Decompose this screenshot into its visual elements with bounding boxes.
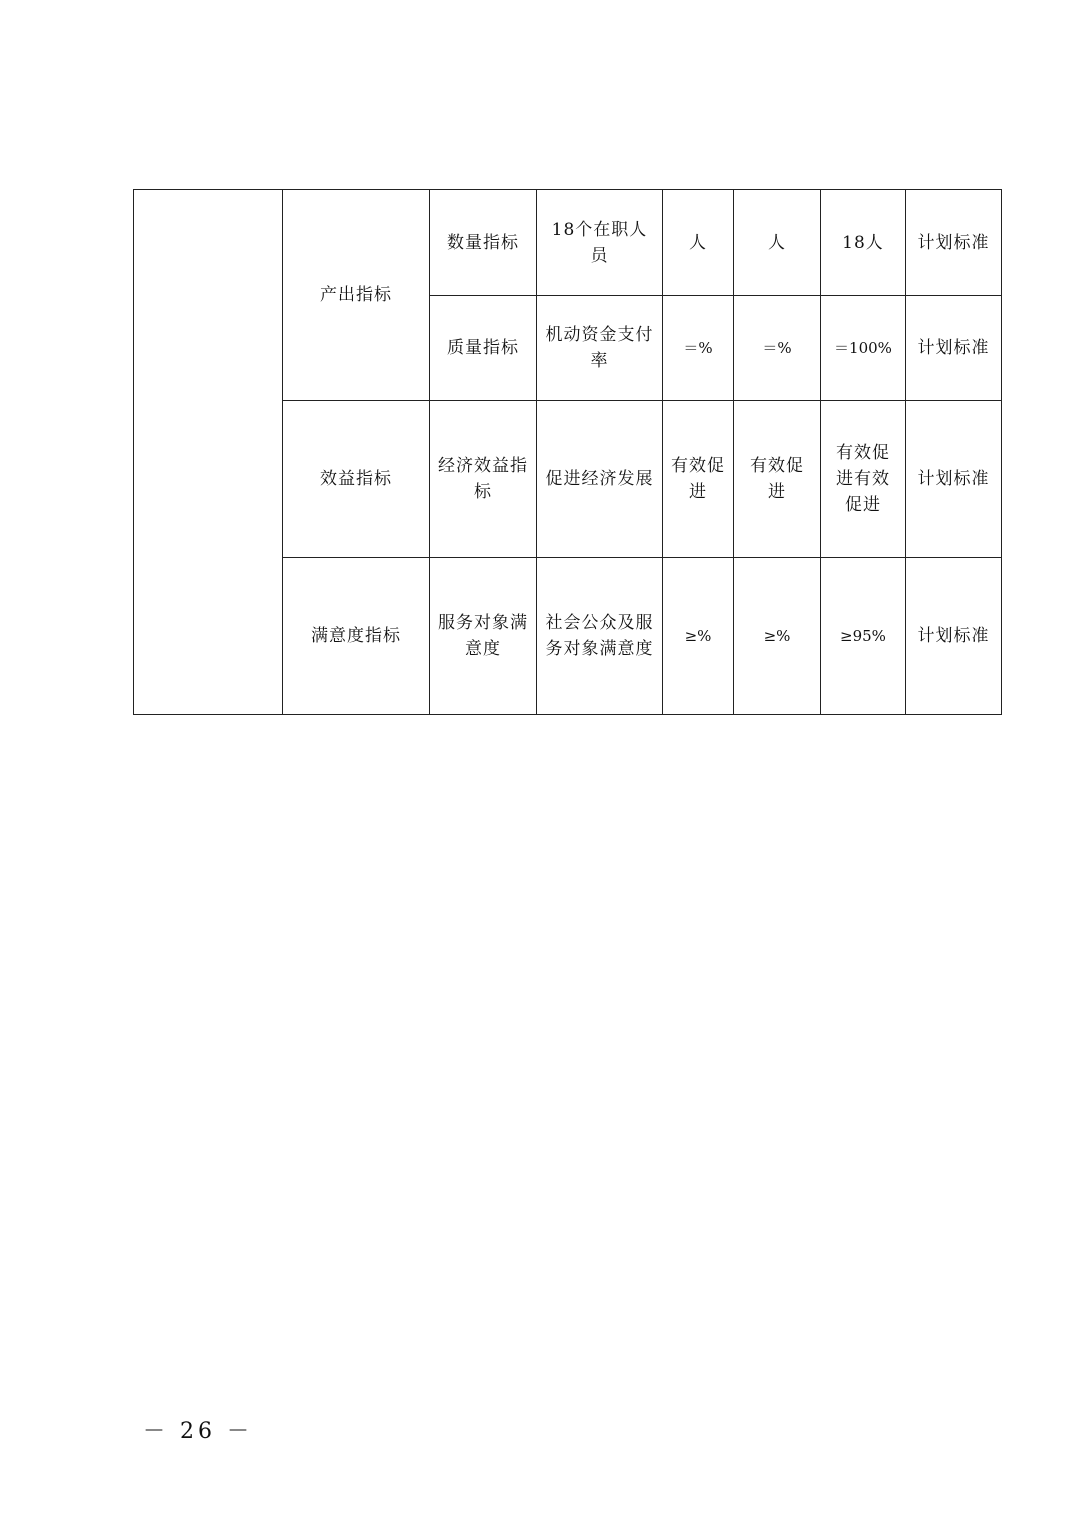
value-cell-a: ＝% — [663, 296, 734, 401]
empty-left-cell — [134, 190, 283, 715]
target-cell: 18人 — [821, 190, 906, 296]
category-cell: 效益指标 — [283, 401, 430, 558]
sub-indicator-cell: 经济效益指标 — [430, 401, 537, 558]
value-cell-a: ≥% — [663, 558, 734, 715]
table-row — [134, 190, 1002, 296]
value-cell-a: 有效促进 — [663, 401, 734, 558]
category-cell: 产出指标 — [283, 190, 430, 401]
value-cell-b: ＝% — [734, 296, 821, 401]
value-cell-a: 人 — [663, 190, 734, 296]
sub-indicator-cell: 质量指标 — [430, 296, 537, 401]
target-cell: ＝100% — [821, 296, 906, 401]
sub-indicator-cell: 数量指标 — [430, 190, 537, 296]
value-cell-b: 有效促进 — [734, 401, 821, 558]
basis-cell: 计划标准 — [906, 190, 1002, 296]
value-cell-b: ≥% — [734, 558, 821, 715]
content-cell: 促进经济发展 — [537, 401, 663, 558]
category-cell: 满意度指标 — [283, 558, 430, 715]
basis-cell: 计划标准 — [906, 401, 1002, 558]
content-cell: 机动资金支付率 — [537, 296, 663, 401]
basis-cell: 计划标准 — [906, 296, 1002, 401]
target-cell: ≥95% — [821, 558, 906, 715]
performance-indicator-table — [133, 189, 1002, 715]
basis-cell: 计划标准 — [906, 558, 1002, 715]
content-cell: 社会公众及服务对象满意度 — [537, 558, 663, 715]
page-number: － 26 － — [143, 1419, 253, 1444]
sub-indicator-cell: 服务对象满意度 — [430, 558, 537, 715]
value-cell-b: 人 — [734, 190, 821, 296]
target-cell: 有效促进有效促进 — [821, 401, 906, 558]
content-cell: 18个在职人员 — [537, 190, 663, 296]
